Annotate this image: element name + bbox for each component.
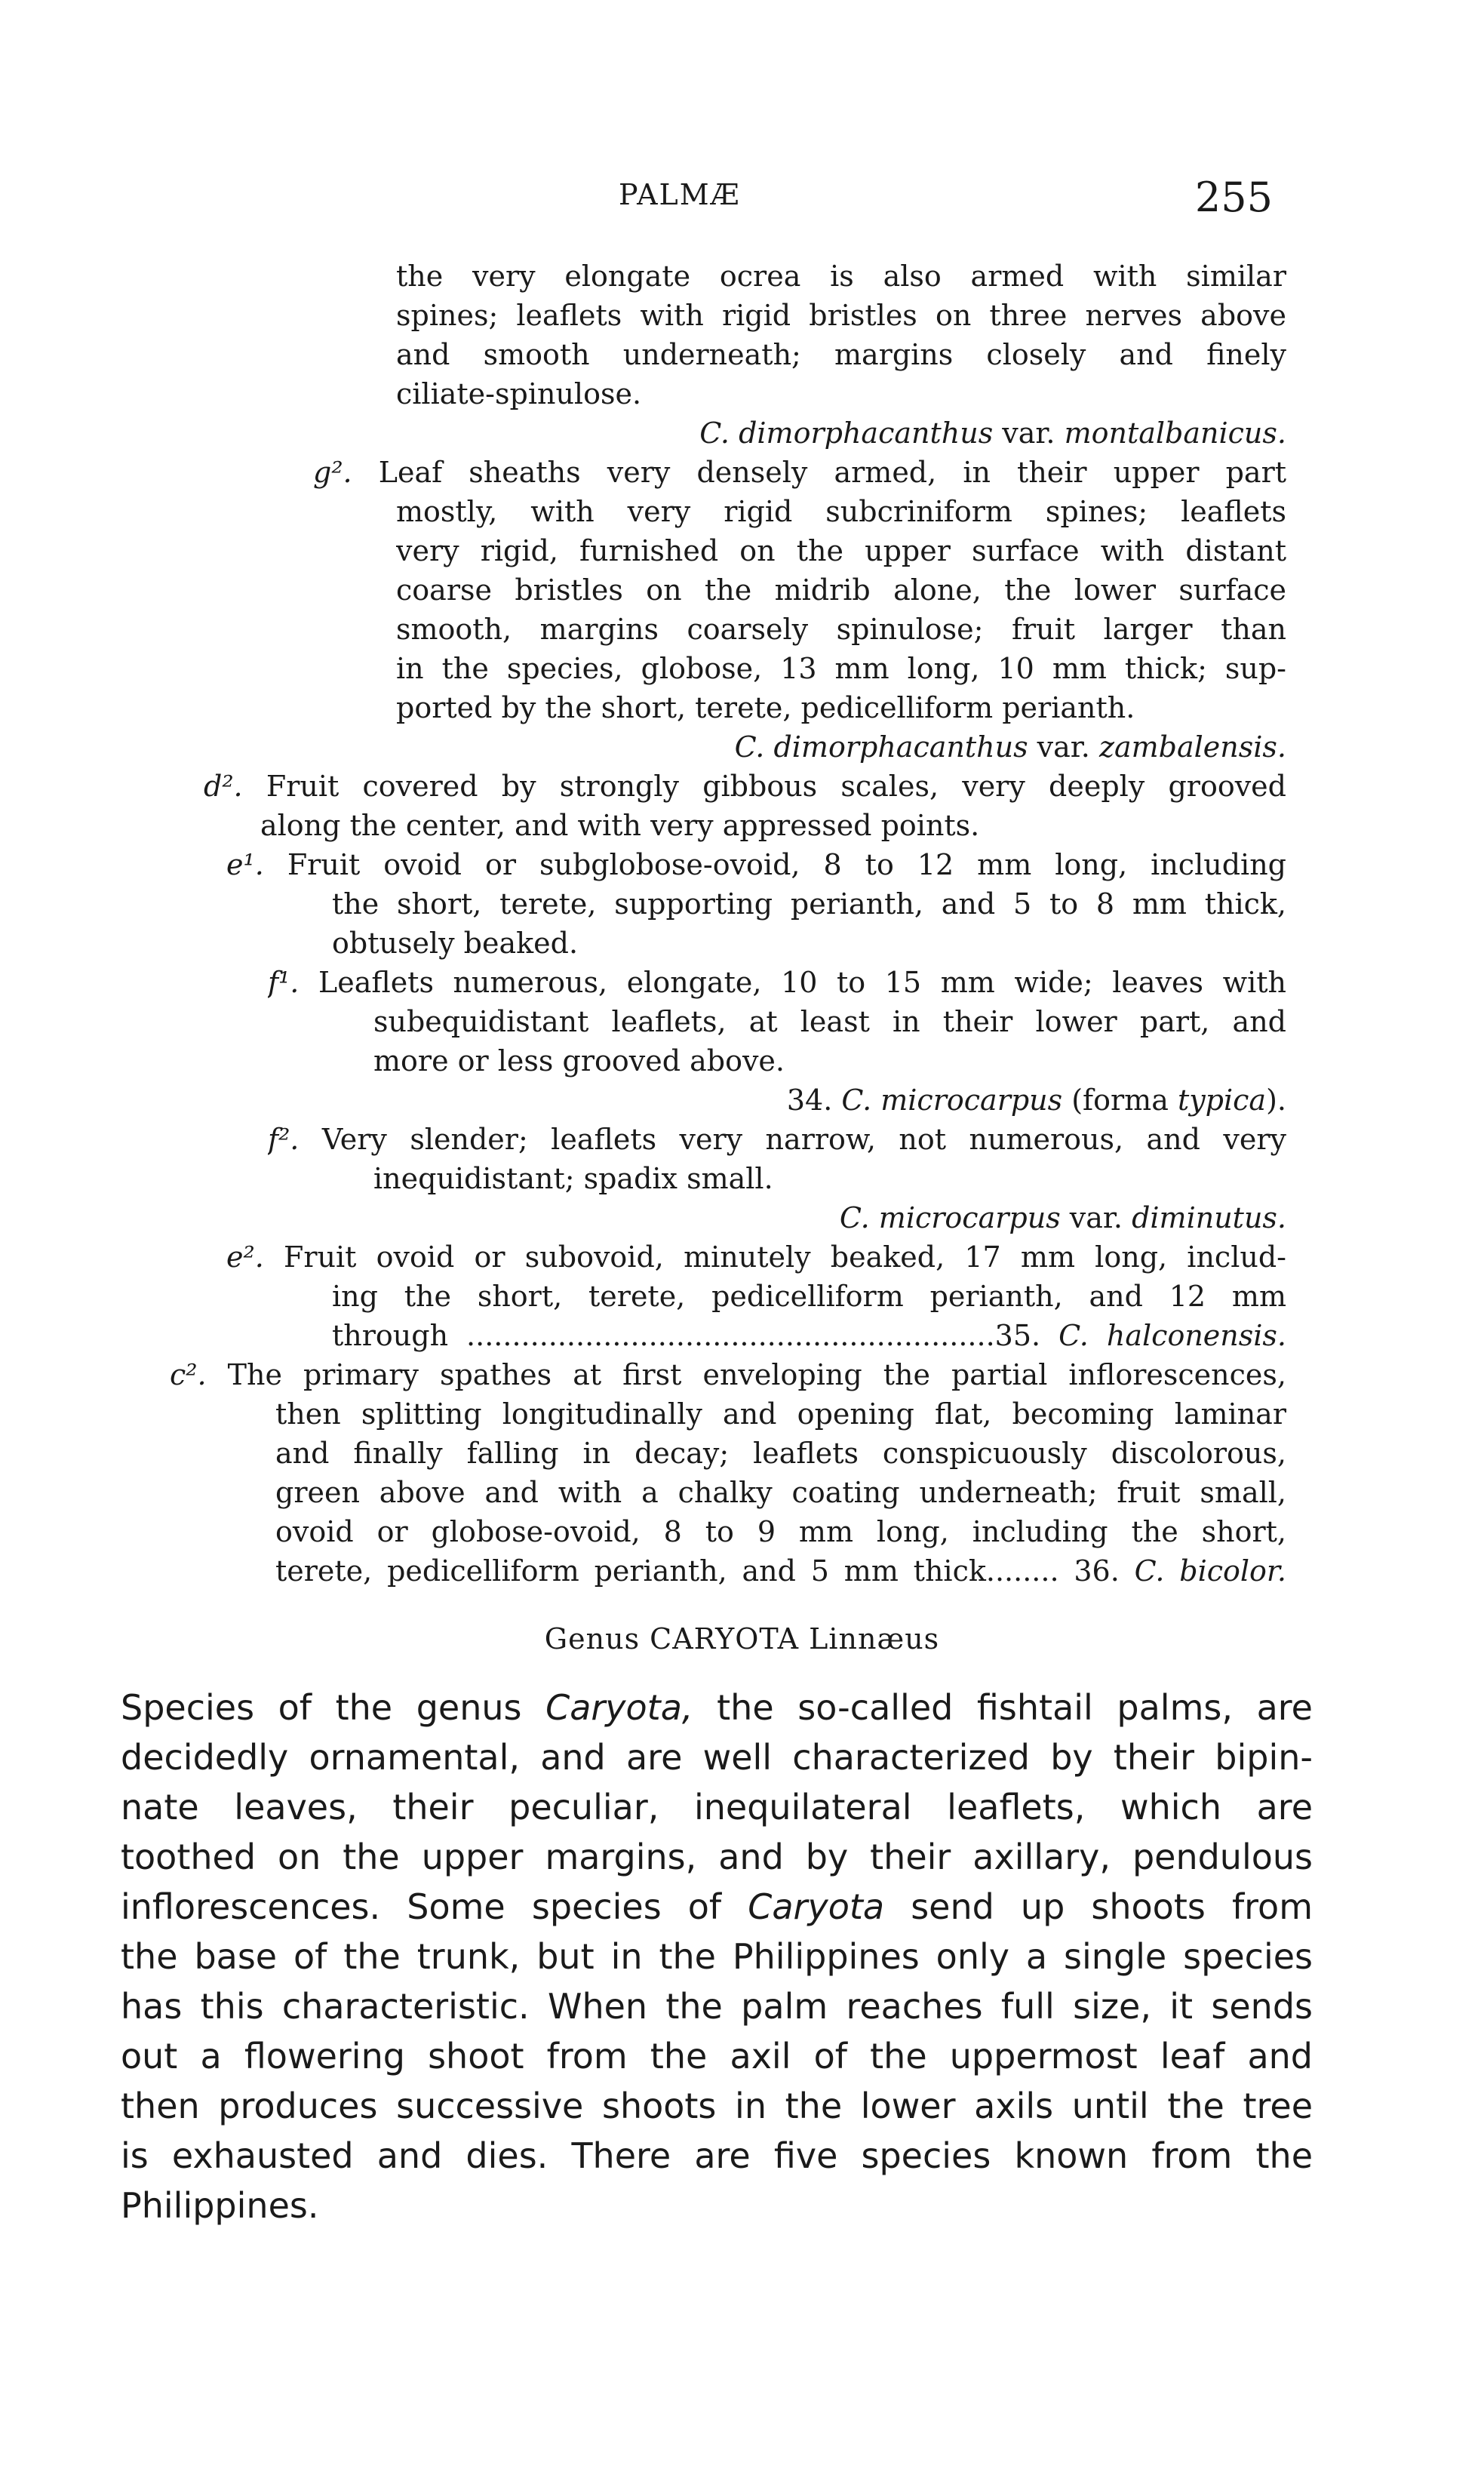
prose-line: then produces successive shoots in the lower axils until the tree bbox=[121, 2086, 1313, 2126]
key-text: Very slender; leaflets very narrow, not numerous, and very bbox=[321, 1123, 1286, 1156]
key-text: Fruit ovoid or subovoid, minutely beaked, 17 mm long, includ- bbox=[284, 1240, 1286, 1274]
key-line: the very elongate ocrea is also armed with similar bbox=[396, 260, 1286, 293]
key-text: The primary spathes at first enveloping the partial inflorescences, bbox=[227, 1358, 1286, 1391]
key-marker: g². bbox=[313, 456, 379, 489]
key-line: very rigid, furnished on the upper surface with distant bbox=[396, 534, 1286, 567]
key-line: C. dimorphacanthus var. montalbanicus. bbox=[699, 417, 1286, 450]
genus-heading: Genus CARYOTA Linnæus bbox=[544, 1622, 940, 1655]
key-marker: f¹. bbox=[268, 966, 318, 999]
key-line: ciliate-spinulose. bbox=[396, 377, 642, 410]
key-line: ported by the short, terete, pedicelliform perianth. bbox=[396, 691, 1135, 724]
prose-line: nate leaves, their peculiar, inequilateral leaflets, which are bbox=[121, 1787, 1313, 1828]
key-line: C. microcarpus var. diminutus. bbox=[839, 1201, 1286, 1234]
key-line: obtusely beaked. bbox=[332, 927, 579, 960]
prose-line: out a flowering shoot from the axil of the uppermost leaf and bbox=[121, 2036, 1313, 2077]
key-line: terete, pedicelliform perianth, and 5 mm thick........ 36. C. bicolor. bbox=[275, 1554, 1286, 1588]
prose-line: decidedly ornamental, and are well characterized by their bipin- bbox=[121, 1737, 1313, 1778]
key-marker: c². bbox=[170, 1358, 228, 1391]
key-text: Fruit ovoid or subglobose-ovoid, 8 to 12 mm long, including bbox=[287, 848, 1286, 881]
prose-line: Species of the genus Caryota, the so-called fishtail palms, are bbox=[121, 1687, 1313, 1728]
running-title: PALMÆ bbox=[619, 178, 741, 211]
key-line: and smooth underneath; margins closely and finely bbox=[396, 338, 1286, 371]
key-line: green above and with a chalky coating underneath; fruit small, bbox=[275, 1476, 1286, 1509]
prose-line: the base of the trunk, but in the Philippines only a single species bbox=[121, 1936, 1313, 1977]
key-line bbox=[268, 1120, 1286, 1159]
key-line: then splitting longitudinally and opening flat, becoming laminar bbox=[275, 1397, 1286, 1431]
key-line: more or less grooved above. bbox=[373, 1044, 785, 1077]
page-number: 255 bbox=[1194, 174, 1273, 221]
key-line: through ..........................................................35. C. halconensis. bbox=[332, 1319, 1286, 1352]
running-header bbox=[0, 174, 1484, 234]
key-line: smooth, margins coarsely spinulose; fruit larger than bbox=[396, 613, 1286, 646]
key-line bbox=[170, 1355, 1286, 1394]
key-line: 34. C. microcarpus (forma typica). bbox=[786, 1084, 1286, 1117]
key-line: subequidistant leaflets, at least in their lower part, and bbox=[373, 1005, 1286, 1038]
key-line bbox=[204, 767, 1286, 806]
key-text: Leaf sheaths very densely armed, in their upper part bbox=[378, 456, 1286, 489]
key-line: mostly, with very rigid subcriniform spines; leaflets bbox=[396, 495, 1286, 528]
key-line: inequidistant; spadix small. bbox=[373, 1162, 773, 1195]
prose-line: is exhausted and dies. There are five species known from the bbox=[121, 2135, 1313, 2176]
key-marker: e². bbox=[226, 1240, 284, 1274]
prose-line: has this characteristic. When the palm reaches full size, it sends bbox=[121, 1986, 1313, 2027]
prose-line: toothed on the upper margins, and by their axillary, pendulous bbox=[121, 1837, 1313, 1877]
key-line bbox=[268, 963, 1286, 1002]
key-line: along the center, and with very appressed points. bbox=[260, 809, 980, 842]
key-line: in the species, globose, 13 mm long, 10 mm thick; sup- bbox=[396, 652, 1286, 685]
key-line bbox=[226, 845, 1286, 884]
key-marker: f². bbox=[268, 1123, 322, 1156]
prose-line: Philippines. bbox=[121, 2185, 319, 2226]
key-line: C. dimorphacanthus var. zambalensis. bbox=[734, 730, 1286, 764]
key-line: coarse bristles on the midrib alone, the lower surface bbox=[396, 573, 1286, 607]
key-line: ovoid or globose-ovoid, 8 to 9 mm long, including the short, bbox=[275, 1515, 1286, 1548]
key-line: and finally falling in decay; leaflets conspicuously discolorous, bbox=[275, 1437, 1286, 1470]
key-marker: e¹. bbox=[226, 848, 287, 881]
key-line bbox=[313, 453, 1286, 492]
key-line: the short, terete, supporting perianth, and 5 to 8 mm thick, bbox=[332, 887, 1286, 921]
key-text: Leaflets numerous, elongate, 10 to 15 mm wide; leaves with bbox=[318, 966, 1286, 999]
key-line: spines; leaflets with rigid bristles on three nerves above bbox=[396, 299, 1286, 332]
key-line bbox=[226, 1237, 1286, 1277]
key-marker: d². bbox=[204, 770, 266, 803]
key-line: ing the short, terete, pedicelliform perianth, and 12 mm bbox=[332, 1280, 1286, 1313]
prose-line: inflorescences. Some species of Caryota send up shoots from bbox=[121, 1886, 1313, 1927]
key-text: Fruit covered by strongly gibbous scales, very deeply grooved bbox=[266, 770, 1286, 803]
